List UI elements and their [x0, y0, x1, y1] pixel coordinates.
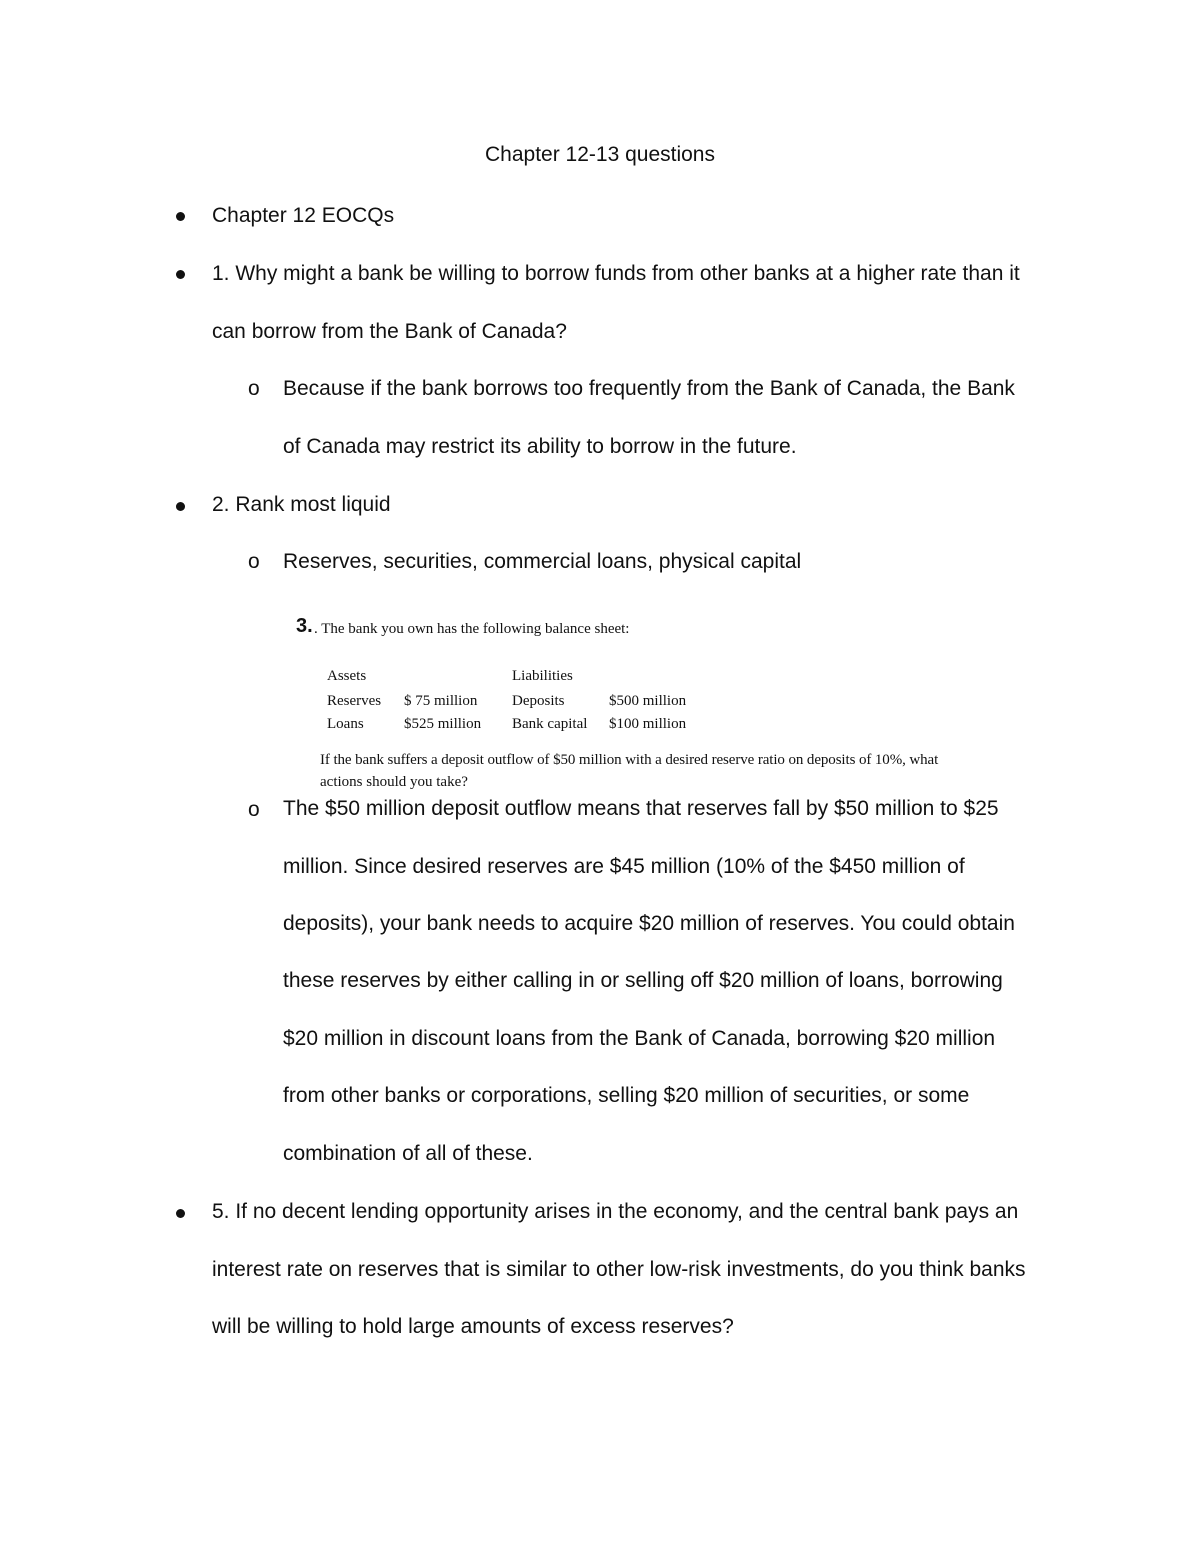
- asset-value: $ 75 million: [404, 693, 478, 709]
- answer-2: Reserves, securities, commercial loans, physical capital: [283, 550, 802, 573]
- liability-label: Bank capital: [512, 716, 588, 732]
- sub-bullet-icon: o: [248, 377, 260, 400]
- bullet-icon: [176, 502, 185, 511]
- asset-value: $525 million: [404, 716, 482, 732]
- question-5-line-2: interest rate on reserves that is similar to other low-risk investments, do you think banks: [212, 1258, 1026, 1281]
- answer-3-line-1: The $50 million deposit outflow means that reserves fall by $50 million to $25: [283, 797, 999, 820]
- question-3-text-line-2: actions should you take?: [320, 774, 468, 790]
- question-5-line-3: will be willing to hold large amounts of excess reserves?: [212, 1315, 734, 1338]
- answer-3-line-7: combination of all of these.: [283, 1142, 533, 1165]
- table-row: [327, 713, 686, 736]
- assets-header: Assets: [327, 667, 367, 684]
- liability-value: $500 million: [609, 693, 687, 709]
- table-row: [327, 690, 686, 713]
- sub-bullet-icon: o: [248, 550, 260, 573]
- question-5-line-1: 5. If no decent lending opportunity arises in the economy, and the central bank pays an: [212, 1200, 1019, 1223]
- bullet-icon: [176, 212, 185, 221]
- question-1-line-1: 1. Why might a bank be willing to borrow funds from other banks at a higher rate than it: [212, 262, 1020, 285]
- liability-value: $100 million: [609, 716, 687, 732]
- answer-1-line-2: of Canada may restrict its ability to borrow in the future.: [283, 435, 797, 458]
- sub-bullet-icon: o: [248, 798, 260, 821]
- answer-3-line-4: these reserves by either calling in or selling off $20 million of loans, borrowing: [283, 969, 1003, 992]
- bullet-icon: [176, 1209, 185, 1218]
- answer-3-line-2: million. Since desired reserves are $45 million (10% of the $450 million of: [283, 855, 965, 878]
- document-title: Chapter 12-13 questions: [485, 143, 715, 166]
- question-2: 2. Rank most liquid: [212, 493, 391, 516]
- question-3-intro: . The bank you own has the following balance sheet:: [314, 621, 630, 637]
- section-heading: Chapter 12 EOCQs: [212, 204, 395, 227]
- liabilities-header: Liabilities: [512, 667, 573, 684]
- bullet-icon: [176, 270, 185, 279]
- answer-3-line-5: $20 million in discount loans from the Bank of Canada, borrowing $20 million: [283, 1027, 996, 1050]
- balance-sheet-table: [327, 662, 686, 736]
- question-1-line-2: can borrow from the Bank of Canada?: [212, 320, 567, 343]
- answer-1-line-1: Because if the bank borrows too frequently from the Bank of Canada, the Bank: [283, 377, 1015, 400]
- asset-label: Loans: [327, 716, 364, 732]
- answer-3-line-6: from other banks or corporations, selling $20 million of securities, or some: [283, 1084, 970, 1107]
- question-3-number: 3.: [296, 615, 313, 637]
- asset-label: Reserves: [327, 693, 382, 709]
- question-3-text-line-1: If the bank suffers a deposit outflow of $50 million with a desired reserve ratio on deposits of 10%, what: [320, 752, 939, 768]
- balance-sheet-header-row: [327, 662, 686, 690]
- liability-label: Deposits: [512, 693, 565, 709]
- answer-3-line-3: deposits), your bank needs to acquire $20 million of reserves. You could obtain: [283, 912, 1015, 935]
